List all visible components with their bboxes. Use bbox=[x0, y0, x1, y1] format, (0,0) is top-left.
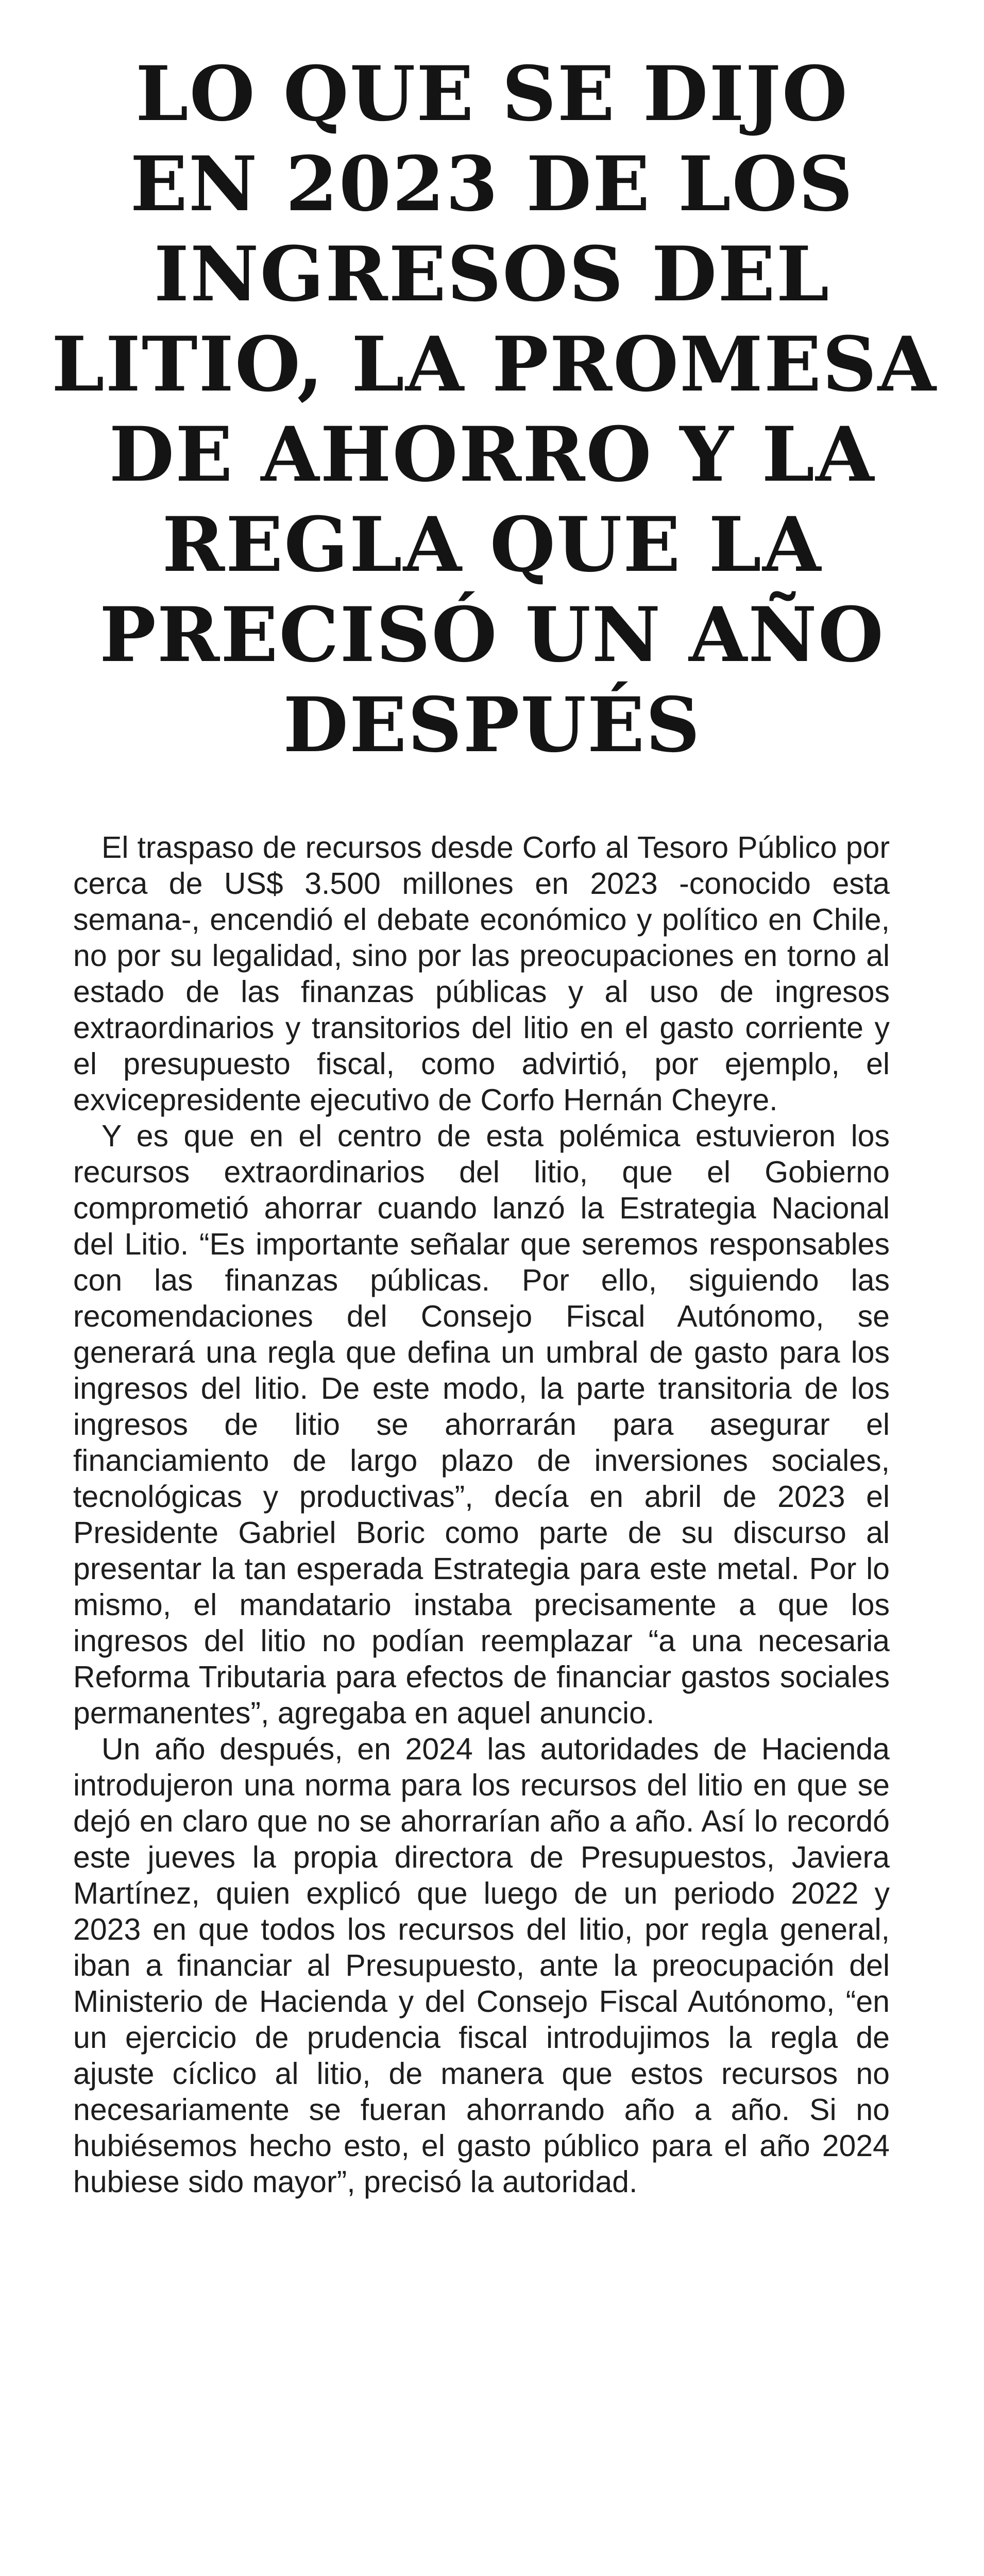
headline-line: EN 2023 DE LOS bbox=[130, 140, 854, 228]
headline-line: REGLA QUE LA bbox=[162, 501, 822, 589]
headline bbox=[52, 49, 937, 770]
article-paragraph: Un año después, en 2024 las autoridades de Hacienda introdujeron una norma para los recursos del litio en que se dejó en claro que no se ahorrarían año a año. Así lo recordó este jueves la propia directora de Presupuestos, Javiera Martínez, quien explicó que luego de un periodo 2022 y 2023 en que todos los recursos del litio, por regla general, iban a financiar al Presupuesto, ante la preocupación del Ministerio de Hacienda y del Consejo Fiscal Autónomo, “en un ejercicio de prudencia fiscal introdujimos la regla de ajuste cíclico al litio, de manera que estos recursos no necesariamente se fueran ahorrando año a año. Si no hubiésemos hecho esto, el gasto público para el año 2024 hubiese sido mayor”, precisó la autoridad. bbox=[73, 1732, 890, 2199]
article-body bbox=[73, 829, 890, 2200]
article-paragraph: Y es que en el centro de esta polémica estuvieron los recursos extraordinarios del litio, que el Gobierno comprometió ahorrar cuando lanzó la Estrategia Nacional del Litio. “Es importante señalar que seremos responsables con las finanzas públicas. Por ello, siguiendo las recomendaciones del Consejo Fiscal Autónomo, se generará una regla que defina un umbral de gasto para los ingresos del litio. De este modo, la parte transitoria de los ingresos de litio se ahorrarán para asegurar el financiamiento de largo plazo de inversiones sociales, tecnológicas y productivas”, decía en abril de 2023 el Presidente Gabriel Boric como parte de su discurso al presentar la tan esperada Estrategia para este metal. Por lo mismo, el mandatario instaba precisamente a que los ingresos del litio no podían reemplazar “a una necesaria Reforma Tributaria para efectos de financiar gastos sociales permanentes”, agregaba en aquel anuncio. bbox=[73, 1119, 890, 1730]
headline-line: PRECISÓ UN AÑO bbox=[99, 591, 885, 679]
headline-line: INGRESOS DEL bbox=[154, 230, 830, 318]
headline-line: LO QUE SE DIJO bbox=[135, 50, 849, 138]
headline-line: DE AHORRO Y LA bbox=[109, 411, 875, 499]
headline-line: LITIO, LA PROMESA bbox=[52, 320, 937, 409]
article-paragraph: El traspaso de recursos desde Corfo al Tesoro Público por cerca de US$ 3.500 millones en 2023 -conocido esta semana-, encendió el debate económico y político en Chile, no por su legalidad, sino por las preocupaciones en torno al estado de las finanzas públicas y al uso de ingresos extraordinarios y transitorios del litio en el gasto corriente y el presupuesto fiscal, como advirtió, por ejemplo, el exvicepresidente ejecutivo de Corfo Hernán Cheyre. bbox=[73, 831, 890, 1117]
headline-line: DESPUÉS bbox=[283, 681, 701, 769]
